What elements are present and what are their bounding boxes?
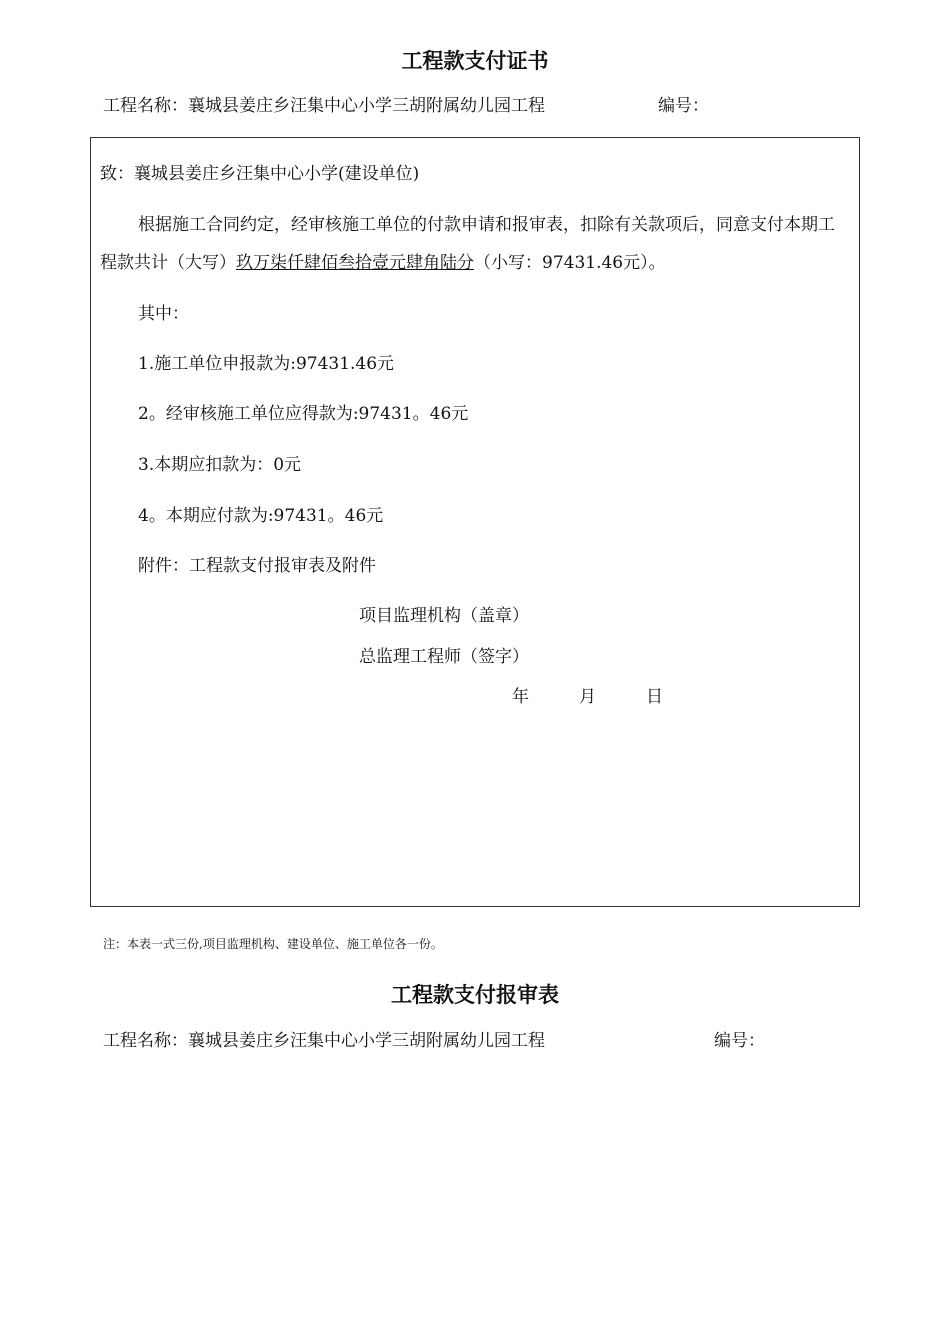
distribution-note: 注：本表一式三份,项目监理机构、建设单位、施工单位各一份。	[103, 937, 443, 951]
certificate-title: 工程款支付证书	[401, 49, 549, 73]
supervisor-org-seal: 项目监理机构（盖章）	[359, 606, 529, 626]
breakdown-item-4: 4。本期应付款为:97431。46元	[138, 506, 384, 526]
payment-paragraph	[100, 206, 850, 282]
application-project-label: 工程名称：	[103, 1031, 188, 1051]
project-name-label: 工程名称：	[103, 96, 188, 116]
amount-in-words: 玖万柒仟肆佰叁拾壹元肆角陆分	[236, 253, 474, 273]
payment-paragraph-text-1: 根据施工合同约定，经审核施工单位的付款申请和报审表，扣除有关款项后，同意支付本期工程款共计（大写）	[100, 215, 835, 273]
date-day: 日	[646, 687, 663, 707]
application-number-label: 编号：	[714, 1031, 765, 1051]
chief-engineer-signature: 总监理工程师（签字）	[359, 647, 529, 667]
payment-paragraph-text-2: （小写：97431.46元）。	[474, 253, 666, 273]
date-month: 月	[579, 687, 596, 707]
recipient-line: 致：襄城县姜庄乡汪集中心小学(建设单位)	[100, 164, 420, 184]
date-year: 年	[512, 687, 529, 707]
project-name-value: 襄城县姜庄乡汪集中心小学三胡附属幼儿园工程	[188, 96, 545, 116]
breakdown-item-3: 3.本期应扣款为：0元	[138, 455, 302, 475]
breakdown-item-2: 2。经审核施工单位应得款为:97431。46元	[138, 404, 469, 424]
application-project-line	[103, 1026, 545, 1051]
application-title: 工程款支付报审表	[391, 983, 559, 1007]
breakdown-item-1: 1.施工单位申报款为:97431.46元	[138, 354, 395, 374]
breakdown-heading: 其中：	[138, 304, 189, 324]
certificate-number-label: 编号：	[658, 96, 709, 116]
attachment-line: 附件：工程款支付报审表及附件	[138, 556, 376, 576]
certificate-project-line	[103, 91, 545, 116]
application-project-value: 襄城县姜庄乡汪集中心小学三胡附属幼儿园工程	[188, 1031, 545, 1051]
